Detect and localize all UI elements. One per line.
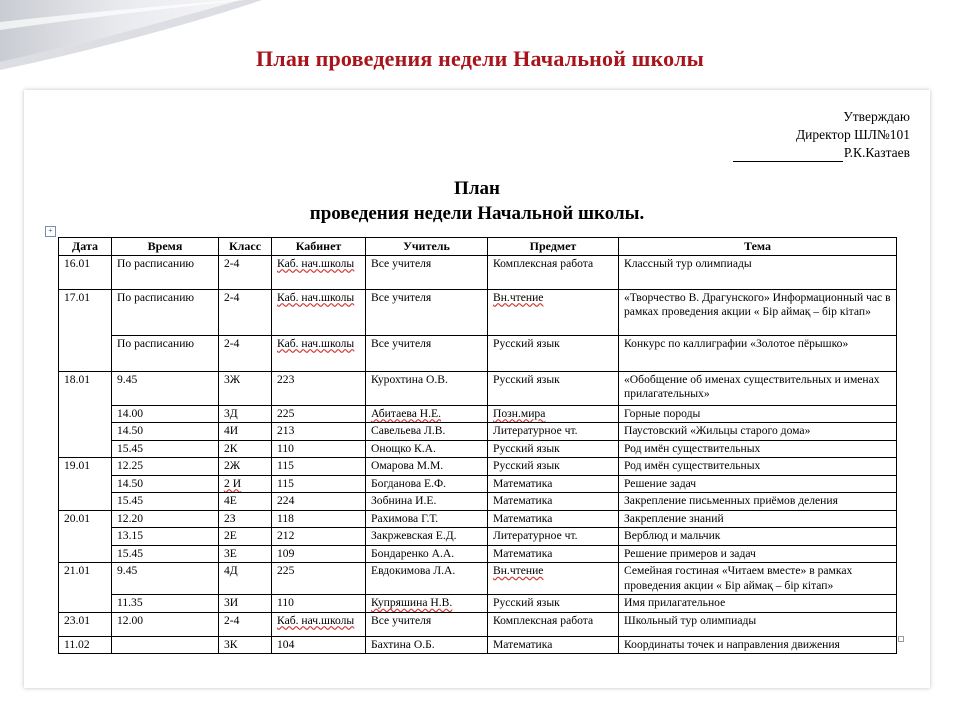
cell-subject: Русский язык [488,371,619,405]
cell-class: 4Д [219,563,272,595]
cell-date: 11.02 [59,636,112,654]
slide-title: План проведения недели Начальной школы [255,46,704,71]
cell-topic: Закрепление знаний [619,510,897,528]
document-page [24,90,930,688]
cell-class: 2-4 [219,612,272,636]
cell-class: 4Е [219,493,272,511]
cell-teacher: Купряшина Н.В. [366,595,488,613]
cell-class: 2З [219,510,272,528]
cell-date [59,335,112,371]
cell-subject: Русский язык [488,458,619,476]
cell-room: 104 [272,636,366,654]
header-room: Кабинет [272,238,366,256]
cell-time: 13.15 [112,528,219,546]
table-row [59,335,897,371]
table-row [59,289,897,335]
cell-class: 2 И [219,475,272,493]
cell-teacher: Все учителя [366,335,488,371]
table-row [59,563,897,595]
cell-date: 18.01 [59,371,112,405]
approval-line-2: Директор ШЛ№101 [795,127,910,142]
table-row [59,458,897,476]
cell-subject: Русский язык [488,440,619,458]
cell-room: 115 [272,475,366,493]
table-row [59,423,897,441]
schedule-body [59,255,897,654]
cell-subject: Русский язык [488,335,619,371]
cell-teacher: Все учителя [366,289,488,335]
signature-line [733,147,843,162]
cell-topic: Верблюд и мальчик [619,528,897,546]
cell-time: 14.50 [112,475,219,493]
document-subtitle: проведения недели Начальной школы. [309,203,645,224]
cell-room: 109 [272,545,366,563]
cell-class: 3К [219,636,272,654]
cell-topic: Горные породы [619,405,897,423]
cell-date: 16.01 [59,255,112,289]
cell-time: 9.45 [112,563,219,595]
cell-topic: Семейная гостиная «Читаем вместе» в рамках проведения акции « Бір аймақ – бір кітап» [619,563,897,595]
cell-time: По расписанию [112,289,219,335]
cell-room: 224 [272,493,366,511]
cell-subject: Вн.чтение [488,563,619,595]
cell-class: 2-4 [219,255,272,289]
cell-subject: Русский язык [488,595,619,613]
table-row [59,510,897,528]
cell-time [112,636,219,654]
header-class: Класс [219,238,272,256]
cell-class: 4И [219,423,272,441]
cell-topic: «Творчество В. Драгунского» Информационный час в рамках проведения акции « Бір аймақ – бір кітап» [619,289,897,335]
cell-teacher: Все учителя [366,612,488,636]
header-teacher: Учитель [366,238,488,256]
cell-topic: Закрепление письменных приёмов деления [619,493,897,511]
cell-topic: Род имён существительных [619,458,897,476]
cell-subject: Литературное чт. [488,528,619,546]
cell-class: 2-4 [219,335,272,371]
cell-teacher: Рахимова Г.Т. [366,510,488,528]
move-handle-icon[interactable]: + [45,226,56,237]
schedule-table [58,237,897,654]
cell-teacher: Бондаренко А.А. [366,545,488,563]
cell-time: 12.00 [112,612,219,636]
cell-date [59,423,112,441]
table-row [59,475,897,493]
cell-date: 19.01 [59,458,112,476]
cell-subject: Позн.мира [488,405,619,423]
cell-room: 225 [272,405,366,423]
cell-date [59,405,112,423]
cell-time: По расписанию [112,255,219,289]
cell-date: 21.01 [59,563,112,595]
cell-topic: Род имён существительных [619,440,897,458]
table-row [59,440,897,458]
cell-time: 14.50 [112,423,219,441]
cell-date: 20.01 [59,510,112,528]
cell-time: 12.20 [112,510,219,528]
cell-time: 15.45 [112,493,219,511]
cell-teacher: Омарова М.М. [366,458,488,476]
table-row [59,493,897,511]
table-row [59,405,897,423]
cell-teacher: Закржевская Е.Д. [366,528,488,546]
cell-room: 213 [272,423,366,441]
cell-class: 3Ж [219,371,272,405]
cell-topic: Координаты точек и направления движения [619,636,897,654]
cell-teacher: Абитаева Н.Е. [366,405,488,423]
cell-teacher: Курохтина О.В. [366,371,488,405]
cell-time: 14.00 [112,405,219,423]
document-title: План [454,178,500,199]
cell-topic: Классный тур олимпиады [619,255,897,289]
cell-teacher: Зобнина И.Е. [366,493,488,511]
cell-class: 3Д [219,405,272,423]
approval-line-3: Р.К.Казтаев [843,145,910,160]
cell-class: 2-4 [219,289,272,335]
cell-time: 15.45 [112,545,219,563]
cell-topic: Конкурс по каллиграфии «Золотое пёрышко» [619,335,897,371]
cell-room: Каб. нач.школы [272,255,366,289]
cell-class: 3Е [219,545,272,563]
cell-room: Каб. нач.школы [272,289,366,335]
cell-subject: Комплексная работа [488,255,619,289]
cell-room: 110 [272,595,366,613]
cell-date [59,528,112,546]
table-row [59,545,897,563]
cell-subject: Математика [488,636,619,654]
cell-topic: Имя прилагательное [619,595,897,613]
table-header-row [59,238,897,256]
cell-topic: Решение задач [619,475,897,493]
table-row [59,636,897,654]
header-subject: Предмет [488,238,619,256]
cell-room: 223 [272,371,366,405]
cell-time: 12.25 [112,458,219,476]
cell-class: 2К [219,440,272,458]
cell-topic: «Обобщение об именах существительных и именах прилагательных» [619,371,897,405]
cell-date: 23.01 [59,612,112,636]
table-row [59,595,897,613]
table-end-marker [898,636,904,642]
cell-room: 115 [272,458,366,476]
cell-time: 9.45 [112,371,219,405]
cell-teacher: Евдокимова Л.А. [366,563,488,595]
cell-teacher: Все учителя [366,255,488,289]
cell-date [59,595,112,613]
cell-date [59,545,112,563]
cell-subject: Математика [488,510,619,528]
cell-room: 225 [272,563,366,595]
cell-room: Каб. нач.школы [272,335,366,371]
approval-block [733,108,910,162]
cell-topic: Школьный тур олимпиады [619,612,897,636]
cell-date [59,475,112,493]
table-row [59,255,897,289]
signature-row [733,144,910,162]
cell-room: 118 [272,510,366,528]
cell-teacher: Онощко К.А. [366,440,488,458]
cell-room: 110 [272,440,366,458]
cell-class: 2Ж [219,458,272,476]
cell-subject: Вн.чтение [488,289,619,335]
cell-subject: Математика [488,545,619,563]
cell-room: Каб. нач.школы [272,612,366,636]
approval-line-1: Утверждаю [843,109,910,124]
cell-teacher: Савельева Л.В. [366,423,488,441]
cell-room: 212 [272,528,366,546]
cell-teacher: Богданова Е.Ф. [366,475,488,493]
table-row [59,528,897,546]
header-time: Время [112,238,219,256]
cell-subject: Литературное чт. [488,423,619,441]
cell-subject: Комплексная работа [488,612,619,636]
cell-time: По расписанию [112,335,219,371]
header-date: Дата [59,238,112,256]
cell-topic: Решение примеров и задач [619,545,897,563]
table-row [59,612,897,636]
cell-date: 17.01 [59,289,112,335]
table-row [59,371,897,405]
cell-subject: Математика [488,475,619,493]
cell-time: 11.35 [112,595,219,613]
cell-teacher: Бахтина О.Б. [366,636,488,654]
cell-date [59,493,112,511]
cell-topic: Паустовский «Жильцы старого дома» [619,423,897,441]
header-topic: Тема [619,238,897,256]
cell-date [59,440,112,458]
cell-class: 2Е [219,528,272,546]
cell-class: 3И [219,595,272,613]
cell-time: 15.45 [112,440,219,458]
cell-subject: Математика [488,493,619,511]
